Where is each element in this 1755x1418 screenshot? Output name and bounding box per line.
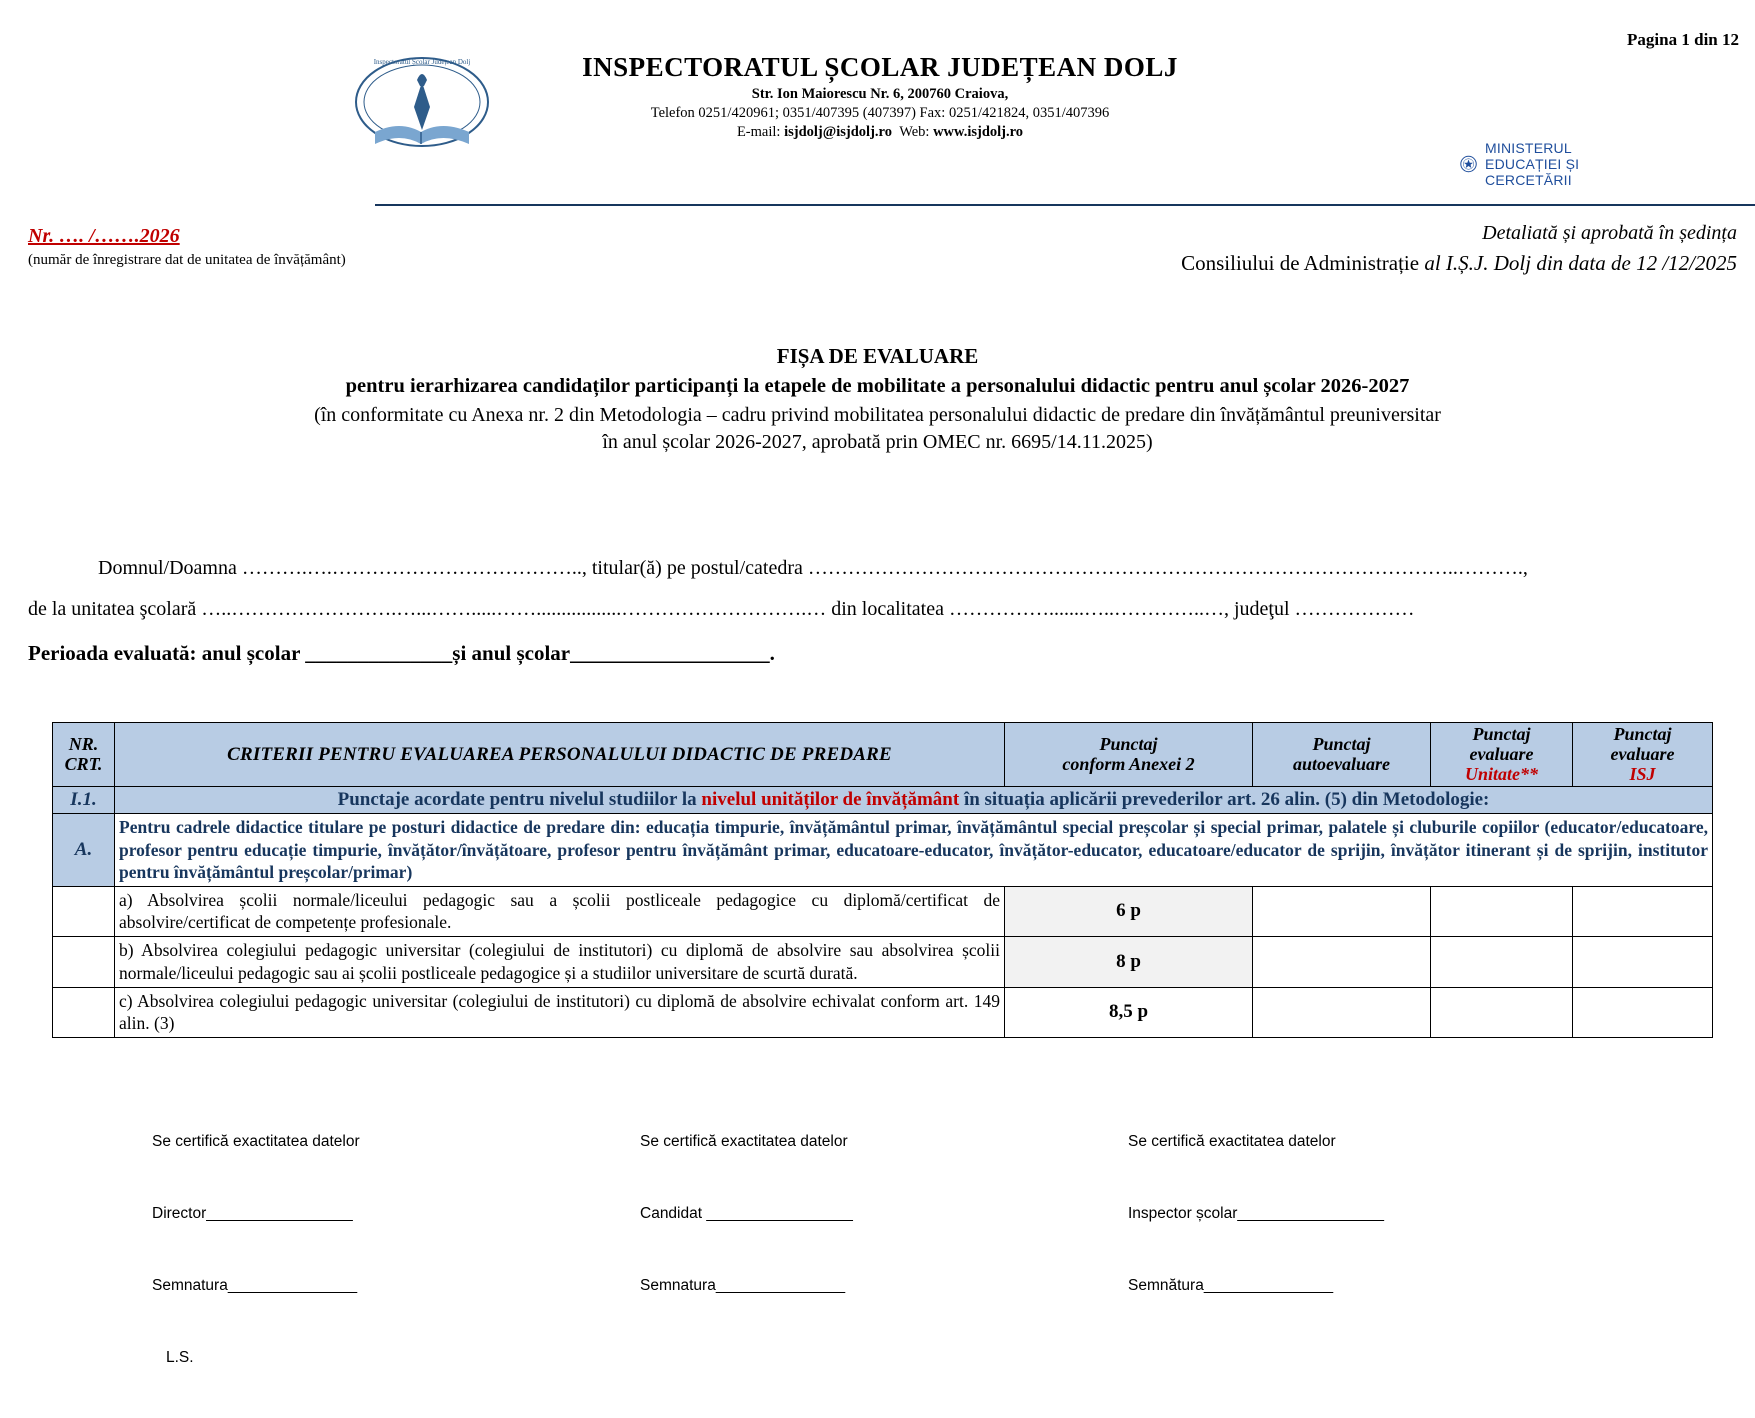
- row-2-autoevaluare[interactable]: [1253, 987, 1431, 1038]
- row-2-unitate[interactable]: [1431, 987, 1573, 1038]
- signature-block-inspector: [1128, 1082, 1384, 1346]
- header-criteria: CRITERII PENTRU EVALUAREA PERSONALULUI DIDACTIC DE PREDARE: [115, 723, 1005, 787]
- inspector-certify-text: Se certifică exactitatea datelor: [1128, 1133, 1336, 1151]
- row-2-index: [53, 987, 115, 1038]
- director-field[interactable]: Director_________________: [152, 1205, 353, 1223]
- title-note-line-2: în anul școlar 2026-2027, aprobată prin OMEC nr. 6695/14.11.2025): [602, 431, 1153, 453]
- candidate-signature-field[interactable]: Semnatura_______________: [640, 1277, 846, 1295]
- institution-contact: [360, 124, 1400, 141]
- row-1-unitate[interactable]: [1431, 937, 1573, 988]
- isj-logo-icon: [345, 52, 500, 157]
- row-0-autoevaluare[interactable]: [1253, 886, 1431, 937]
- section-a-text: Pentru cadrele didactice titulare pe posturi didactice de predare din: educația timpurie, învățământul primar, învățământul special preșcolar și special primar, palatele și cluburile copiilor (educator/educatoare, profesor pentru educație timpurie, învățător/învățătoare, profesor pentru învățământ primar, educatoare-educator, învățător-educator, educatoare/educator de sprijin, învățător itinerant și de sprijin, institutor pentru învățământul preșcolar/primar): [115, 814, 1713, 886]
- row-1-isj[interactable]: [1573, 937, 1713, 988]
- field-name-post[interactable]: Domnul/Doamna ……….….……………………………….., titular(ă) pe postul/catedra ……………………………………………………………………………………..……….,: [98, 557, 1528, 579]
- registration-number[interactable]: Nr. …. /…….2026: [28, 225, 180, 247]
- approval-council: Consiliului de Administrație: [1181, 251, 1420, 275]
- header-punctaj-isj: Punctaj evaluare ISJ: [1573, 723, 1713, 787]
- email-label: E-mail:: [736, 124, 785, 140]
- candidate-field[interactable]: Candidat _________________: [640, 1205, 853, 1223]
- row-2-criteria: c) Absolvirea colegiului pedagogic universitar (colegiului de institutori) cu diplomă de absolvire echivalat conform art. 149 alin. (3): [115, 987, 1005, 1038]
- institution-name: INSPECTORATUL ȘCOLAR JUDEȚEAN DOLJ: [582, 52, 1178, 82]
- document-header: [360, 52, 1580, 188]
- header-divider: [375, 204, 1755, 206]
- approval-line-1: Detaliată și aprobată în ședința: [1482, 222, 1737, 244]
- row-0-points: 6 p: [1005, 886, 1253, 937]
- svg-text:Inspectoratul Școlar Județean: Inspectoratul Școlar Județean Dolj: [373, 58, 471, 66]
- institution-phone: Telefon 0251/420961; 0351/407395 (407397) Fax: 0251/421824, 0351/407396: [650, 105, 1110, 121]
- title-note-line-1: (în conformitate cu Anexa nr. 2 din Metodologia – cadru privind mobilitatea personalului didactic de predare din învățământul preuniversitar: [314, 404, 1441, 426]
- row-0-index: [53, 886, 115, 937]
- header-punctaj-anexa: Punctaj conform Anexei 2: [1005, 723, 1253, 787]
- table-row: [53, 987, 1713, 1038]
- row-1-criteria: b) Absolvirea colegiului pedagogic universitar (colegiului de institutori) cu diplomă de absolvire sau absolvirea școlii normale/liceului pedagogic sau ai școlii postliceale pedagogice și a studiilor universitare de scurtă durată.: [115, 937, 1005, 988]
- header-punctaj-autoevaluare: Punctaj autoevaluare: [1253, 723, 1431, 787]
- header-punctaj-unitate: Punctaj evaluare Unitate**: [1431, 723, 1573, 787]
- ministry-name: MINISTERUL EDUCAȚIEI ȘI CERCETĂRII: [1485, 140, 1580, 188]
- web-value[interactable]: www.isjdolj.ro: [933, 124, 1024, 140]
- inspector-field[interactable]: Inspector școlar_________________: [1128, 1205, 1384, 1223]
- registration-block: [28, 225, 346, 269]
- email-value[interactable]: isjdolj@isjdolj.ro: [784, 124, 892, 140]
- inspector-signature-field[interactable]: Semnătura_______________: [1128, 1277, 1334, 1295]
- row-2-points: 8,5 p: [1005, 987, 1253, 1038]
- approval-line-2: [1181, 251, 1737, 276]
- table-row: [53, 937, 1713, 988]
- section-i1-index: I.1.: [53, 787, 115, 814]
- ministry-seal-icon: [1460, 143, 1477, 185]
- section-a-index: A.: [53, 814, 115, 886]
- row-0-isj[interactable]: [1573, 886, 1713, 937]
- row-0-criteria: a) Absolvirea școlii normale/liceului pedagogic sau a școlii postliceale pedagogice cu diplomă/certificat de absolvire/certificat de competențe profesionale.: [115, 886, 1005, 937]
- signature-block-director: [152, 1082, 360, 1418]
- table-row-section-a: [53, 814, 1713, 886]
- row-1-points: 8 p: [1005, 937, 1253, 988]
- director-signature-field[interactable]: Semnatura_______________: [152, 1277, 358, 1295]
- row-2-isj[interactable]: [1573, 987, 1713, 1038]
- candidate-certify-text: Se certifică exactitatea datelor: [640, 1133, 848, 1151]
- signature-block-candidate: [640, 1082, 853, 1346]
- table-row-section-i1: [53, 787, 1713, 814]
- registration-note: (număr de înregistrare dat de unitatea de învățământ): [28, 252, 346, 268]
- director-certify-text: Se certifică exactitatea datelor: [152, 1133, 360, 1151]
- page-title: FIȘA DE EVALUARE: [776, 344, 979, 368]
- institution-address: Str. Ion Maiorescu Nr. 6, 200760 Craiova,: [751, 86, 1009, 102]
- director-stamp-label: L.S.: [166, 1349, 194, 1367]
- approval-date: al I.Ș.J. Dolj din data de 12 /12/2025: [1419, 251, 1737, 275]
- field-evaluated-period[interactable]: Perioada evaluată: anul școlar ______________și anul școlar___________________.: [28, 641, 775, 665]
- section-i1-text: Punctaje acordate pentru nivelul studiilor la nivelul unităților de învățământ în situația aplicării prevederilor art. 26 alin. (5) din Metodologie:: [115, 787, 1713, 814]
- field-school-locality-county[interactable]: de la unitatea şcolară …..…………………….…...…….....…….................……………………….… din localitatea …………….......…..…………..…, judeţul ………………: [28, 598, 1415, 620]
- form-fields-block: [28, 555, 1728, 681]
- row-1-index: [53, 937, 115, 988]
- approval-block: [1181, 222, 1737, 276]
- web-label: Web:: [899, 124, 934, 140]
- evaluation-table: [52, 722, 1713, 1038]
- page-subtitle: pentru ierarhizarea candidaților participanți la etapele de mobilitate a personalului didactic pentru anul școlar 2026-2027: [345, 375, 1410, 397]
- page-number: Pagina 1 din 12: [1627, 30, 1739, 49]
- row-1-autoevaluare[interactable]: [1253, 937, 1431, 988]
- table-header-row: [53, 723, 1713, 787]
- header-nr-crt: NR. CRT.: [53, 723, 115, 787]
- row-0-unitate[interactable]: [1431, 886, 1573, 937]
- table-row: [53, 886, 1713, 937]
- ministry-block: [1460, 140, 1597, 188]
- document-title-block: [0, 344, 1755, 454]
